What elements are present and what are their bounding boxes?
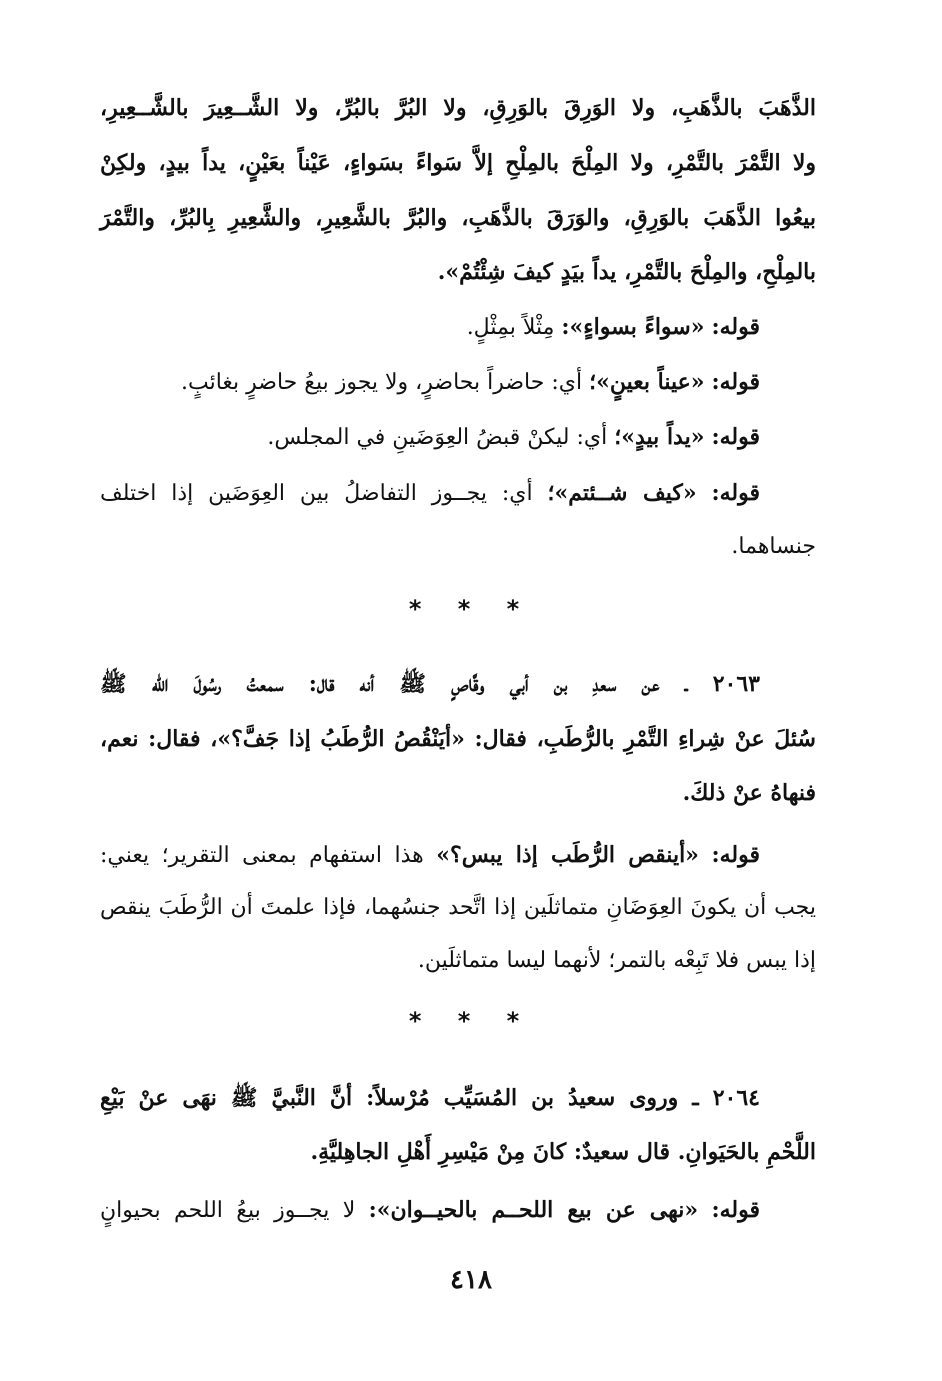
commentary-line bbox=[100, 473, 816, 513]
hadith-2063-line-1: ٢٠٦٣ ـ عن سعدِ بن أبي وقَّاصٍ ﷺ أنه قال: سمعتُ رسُولَ الله ﷺ bbox=[100, 671, 760, 697]
commentary-text: مِثْلاً بمِثْلٍ. bbox=[466, 315, 555, 340]
commentary-label: قوله: bbox=[711, 480, 760, 506]
commentary-quote: «كيف شــئتم»؛ bbox=[547, 480, 697, 506]
commentary-quote: «نهى عن بيع اللحــم بالحيــوان»: bbox=[368, 1197, 699, 1223]
commentary-line bbox=[100, 307, 816, 347]
commentary-label: قوله: bbox=[711, 842, 760, 868]
commentary-line: إذا يبس فلا تَبِعْه بالتمر؛ لأنهما ليسا متماثلَين. bbox=[417, 948, 816, 973]
hadith-line-2: ولا التَّمْرَ بالتَّمْرِ، ولا المِلْحَ بالمِلْحِ إلاَّ سَواءً بسَواءٍ، عَيْناً بعَيْنٍ، يداً بيدٍ، ولكِنْ bbox=[100, 150, 816, 176]
commentary-quote: «سواءً بسواءٍ»: bbox=[561, 314, 705, 340]
commentary-label: قوله: bbox=[711, 424, 760, 450]
hadith-2064-line-1: ٢٠٦٤ ـ وروى سعيدُ بن المُسَيِّب مُرْسلاً: أنَّ النَّبيَّ ﷺ نهَى عنْ بَيْعِ bbox=[100, 1085, 760, 1111]
section-separator: * * * bbox=[408, 595, 534, 623]
hadith-2064-line-2: اللَّحْمِ بالحَيَوانِ. قال سعيدٌ: كانَ مِنْ مَيْسِرِ أَهْلِ الجاهِليَّةِ. bbox=[310, 1139, 816, 1165]
section-separator: * * * bbox=[408, 1007, 534, 1035]
hadith-line-4: بالمِلْحِ، والمِلْحَ بالتَّمْرِ، يداً بيَدٍ كيفَ شِئْتُمْ». bbox=[437, 259, 816, 285]
commentary-text: هذا استفهام بمعنى التقرير؛ يعني: bbox=[100, 843, 424, 868]
commentary-text: أي: حاضراً بحاضرٍ، ولا يجوز بيعُ حاضرٍ بغائبٍ. bbox=[180, 370, 583, 395]
hadith-2063-line-2: سُئلَ عنْ شِراءِ التَّمْرِ بالرُّطَبِ، فقال: «أيَنْقُصُ الرُّطَبُ إذا جَفَّ؟»، فقال: نعم، bbox=[100, 726, 816, 752]
commentary-label: قوله: bbox=[711, 314, 760, 340]
page-number: ٤١٨ bbox=[450, 1265, 492, 1295]
hadith-line-1: الذَّهَبَ بالذَّهَبِ، ولا الوَرِقَ بالوَرِقِ، ولا البُرَّ بالبُرِّ، ولا الشَّــعِيرَ بالشَّــعِيرِ، bbox=[100, 95, 816, 121]
commentary-line bbox=[100, 1190, 816, 1230]
commentary-quote: «أينقص الرُّطَب إذا يبس؟» bbox=[436, 842, 699, 868]
commentary-line-end: جنساهما. bbox=[731, 534, 816, 559]
commentary-text: لا يجــوز بيعُ اللحم بحيوانٍ bbox=[100, 1198, 356, 1223]
commentary-quote: «عيناً بعينٍ»؛ bbox=[589, 369, 705, 395]
hadith-2063-line-3: فنهاهُ عنْ ذلكَ. bbox=[682, 780, 816, 806]
commentary-line bbox=[100, 362, 816, 402]
commentary-text: أي: ليكنْ قبضُ العِوَضَينِ في المجلس. bbox=[267, 425, 608, 450]
commentary-line bbox=[100, 417, 816, 457]
commentary-line bbox=[100, 835, 816, 875]
commentary-label: قوله: bbox=[711, 1197, 760, 1223]
commentary-text: أي: يجــوز التفاضلُ بين العِوَضَين إذا اختلف bbox=[100, 481, 533, 506]
commentary-line: يجب أن يكونَ العِوَضَانِ متماثلَين إذا اتَّحد جنسُهما، فإذا علمتَ أن الرُّطَبَ ينقص bbox=[100, 895, 816, 920]
commentary-label: قوله: bbox=[711, 369, 760, 395]
commentary-quote: «يداً بيدٍ»؛ bbox=[614, 424, 705, 450]
hadith-line-3: بيعُوا الذَّهَبَ بالوَرِقِ، والوَرَقَ بالذَّهَبِ، والبُرَّ بالشَّعِيرِ، والشَّعِيرِ بِالبُرِّ، والتَّمْرَ bbox=[100, 205, 816, 231]
